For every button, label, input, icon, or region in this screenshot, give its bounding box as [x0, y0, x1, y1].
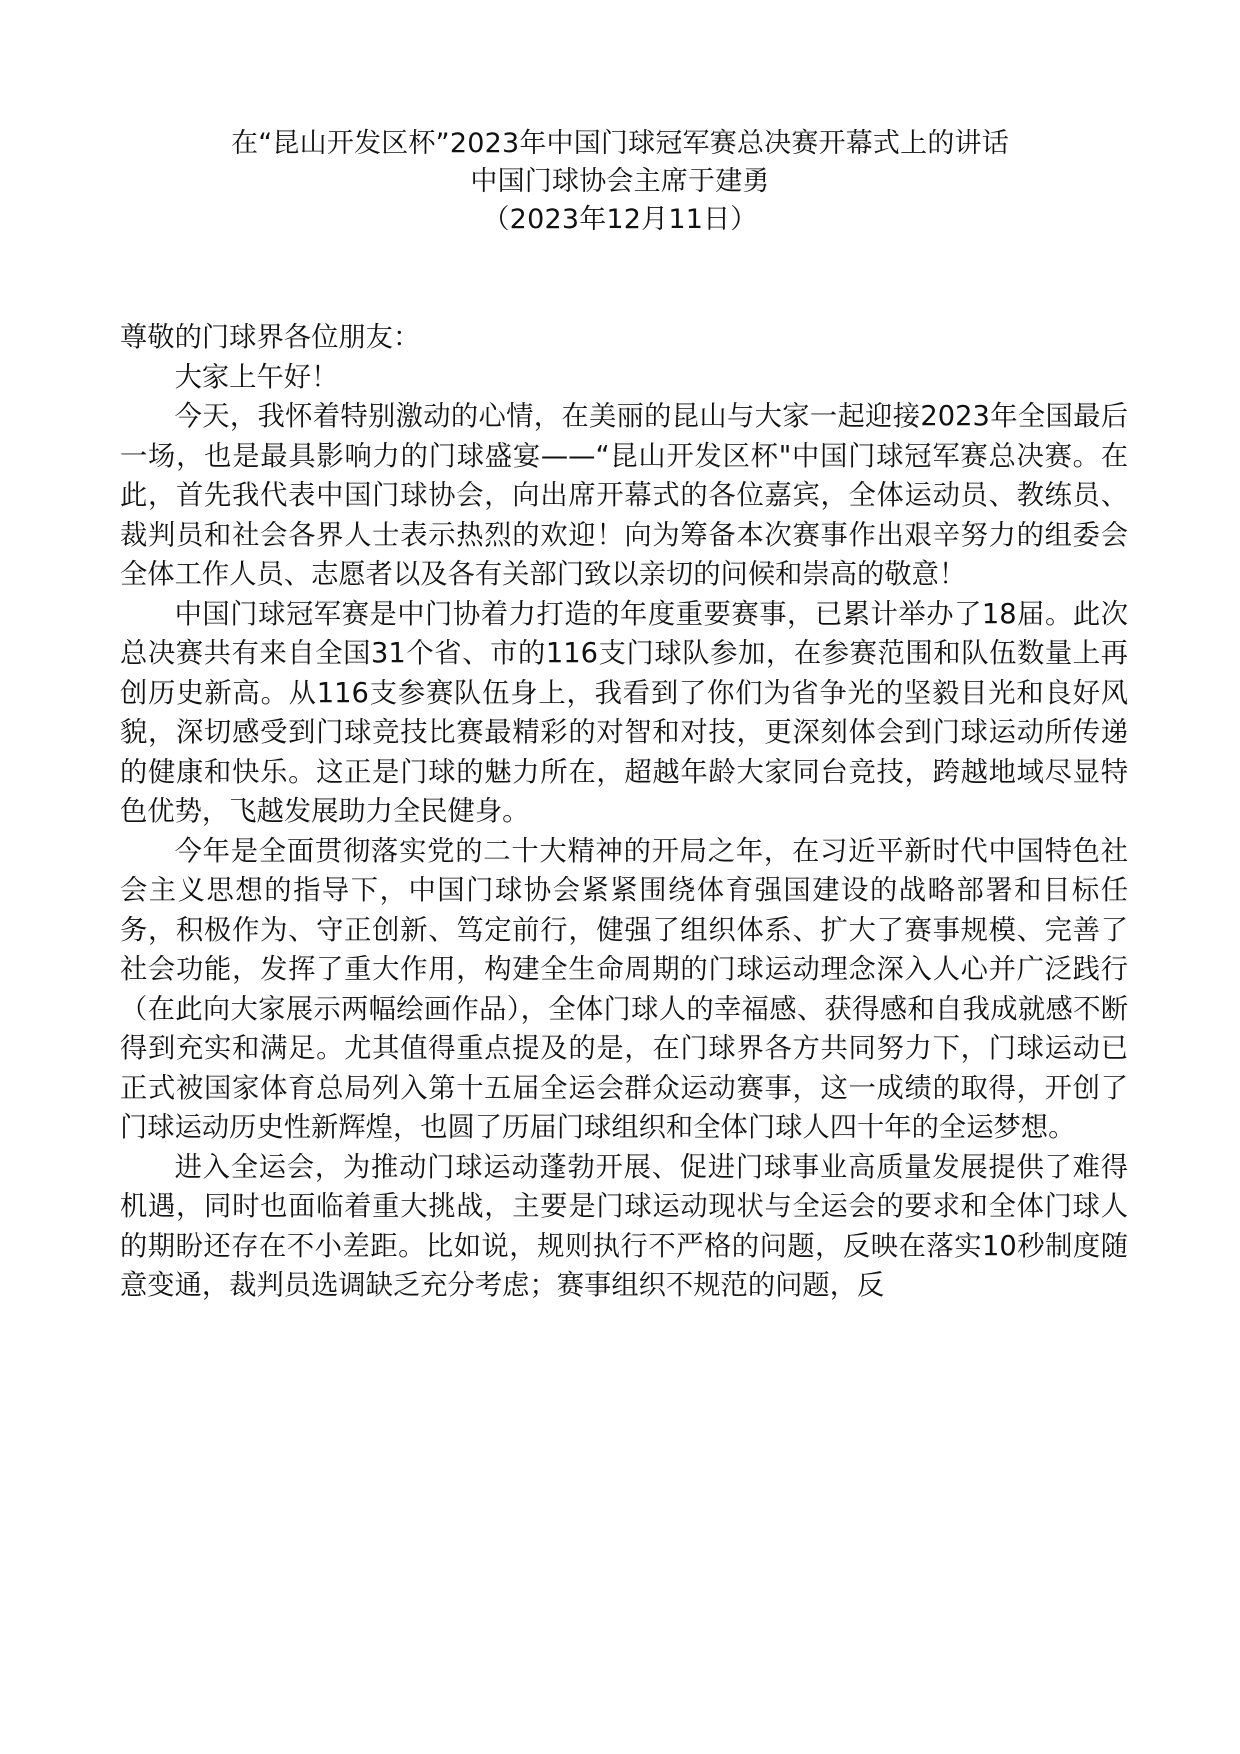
speech-date: （2023年12月11日）	[482, 204, 758, 235]
document-header	[120, 125, 1120, 239]
paragraph-championship: 中国门球冠军赛是中门协着力打造的年度重要赛事，已累计举办了18届。此次总决赛共有来自全国31个省、市的116支门球队参加，在参赛范围和队伍数量上再创历史新高。从116支参赛队伍身上，我看到了你们为省争光的坚毅目光和良好风貌，深切感受到门球竞技比赛最精彩的对智和对技，更深刻体会到门球运动所传递的健康和快乐。这正是门球的魅力所在，超越年龄大家同台竞技，跨越地域尽显特色优势，飞越发展助力全民健身。	[120, 598, 1128, 827]
speech-body	[120, 318, 1128, 1306]
paragraph-welcome: 今天，我怀着特别激动的心情，在美丽的昆山与大家一起迎接2023年全国最后一场，也是最具影响力的门球盛宴——“昆山开发区杯"中国门球冠军赛总决赛。在此，首先我代表中国门球协会，向出席开幕式的各位嘉宾，全体运动员、教练员、裁判员和社会各界人士表示热烈的欢迎！向为筹备本次赛事作出艰辛努力的组委会全体工作人员、志愿者以及各有关部门致以亲切的问候和崇高的敬意！	[120, 401, 1128, 590]
speech-title: 在“昆山开发区杯”2023年中国门球冠军赛总决赛开幕式上的讲话	[231, 128, 1009, 159]
speaker-line: 中国门球协会主席于建勇	[470, 166, 770, 197]
salutation: 尊敬的门球界各位朋友：	[120, 322, 421, 353]
paragraph-challenges: 进入全运会，为推动门球运动蓬勃开展、促进门球事业高质量发展提供了难得机遇，同时也面临着重大挑战，主要是门球运动现状与全运会的要求和全体门球人的期盼还存在不小差距。比如说，规则执行不严格的问题，反映在落实10秒制度随意变通，裁判员选调缺乏充分考虑；赛事组织不规范的问题，反	[120, 1151, 1128, 1301]
paragraph-achievements: 今年是全面贯彻落实党的二十大精神的开局之年，在习近平新时代中国特色社会主义思想的指导下，中国门球协会紧紧围绕体育强国建设的战略部署和目标任务，积极作为、守正创新、笃定前行，健强了组织体系、扩大了赛事规模、完善了社会功能，发挥了重大作用，构建全生命周期的门球运动理念深入人心并广泛践行（在此向大家展示两幅绘画作品），全体门球人的幸福感、获得感和自我成就感不断得到充实和满足。尤其值得重点提及的是，在门球界各方共同努力下，门球运动已正式被国家体育总局列入第十五届全运会群众运动赛事，这一成绩的取得，开创了门球运动历史性新辉煌，也圆了历届门球组织和全体门球人四十年的全运梦想。	[120, 835, 1128, 1143]
paragraph-greeting: 大家上午好！	[174, 361, 339, 393]
